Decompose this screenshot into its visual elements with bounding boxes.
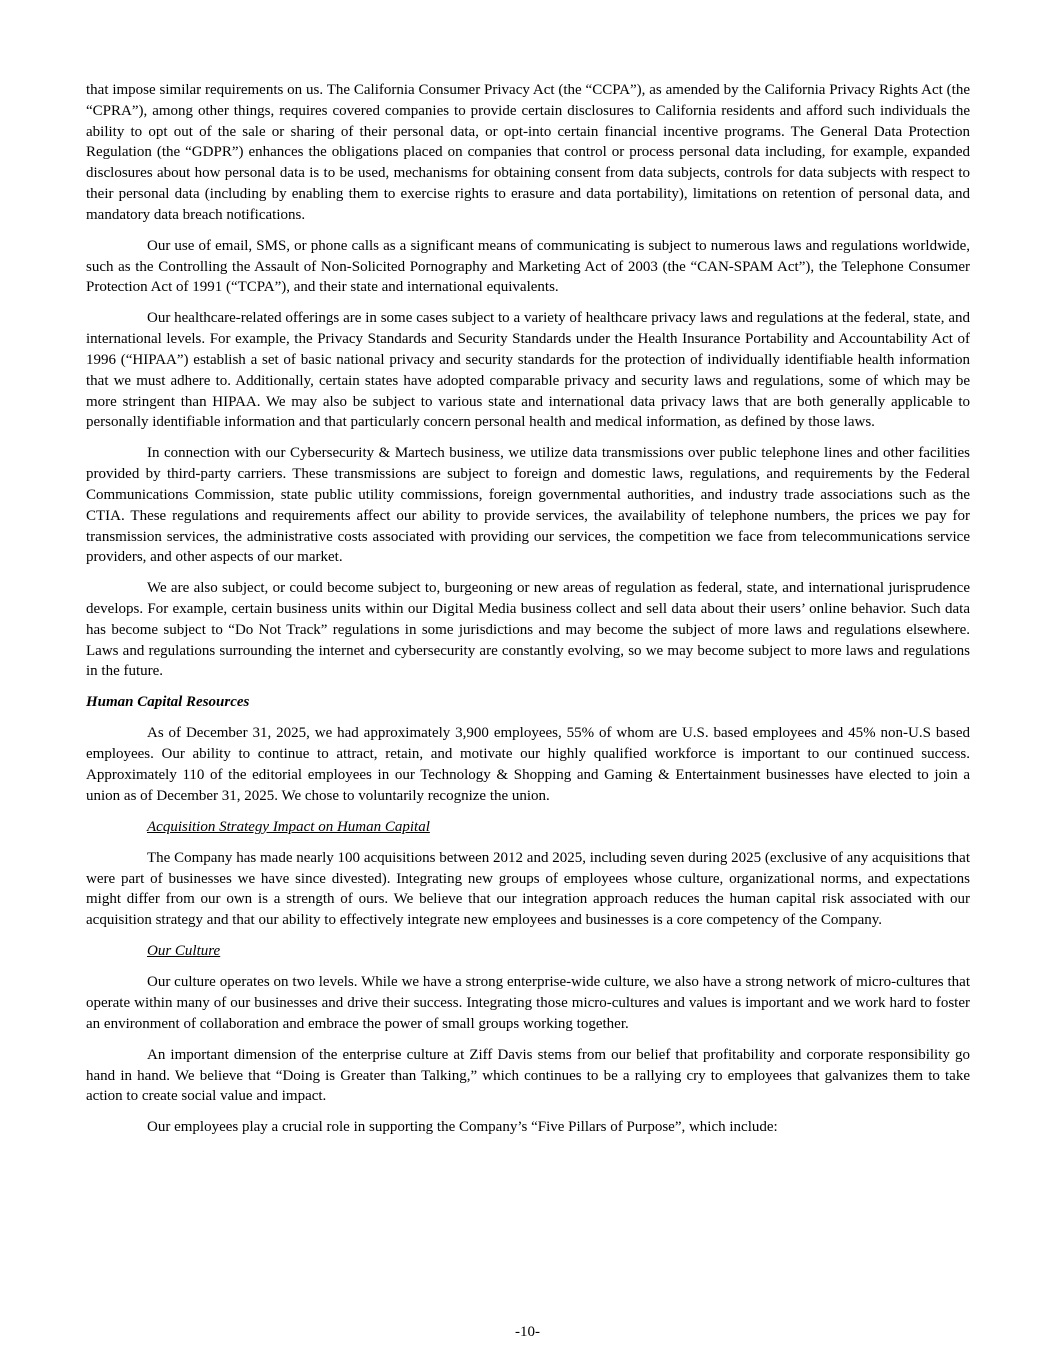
paragraph-communications-laws: Our use of email, SMS, or phone calls as a significant means of communicating is subject to numerous laws and regulations worldwide, such as the Controlling the Assault of Non-Solicited Pornography and Marketing Act of 2003 (the “CAN-SPAM Act”), the Telephone Consumer Protection Act of 1991 (“TCPA”), and their state and international equivalents. <box>86 237 970 296</box>
paragraph-acquisitions: The Company has made nearly 100 acquisitions between 2012 and 2025, including seven during 2025 (exclusive of any acquisitions that were part of businesses we have since divested). Integrating new groups of employees whose culture, organizational norms, and expectations might differ from our own is a strength of ours. We believe that our integration approach reduces the human capital risk associated with our acquisition strategy and that our ability to effectively integrate new employees and businesses is a core competency of the Company. <box>86 849 970 929</box>
paragraph-privacy-laws: that impose similar requirements on us. The California Consumer Privacy Act (the “CCPA”), as amended by the California Privacy Rights Act (the “CPRA”), among other things, requires covered companies to provide certain disclosures to California residents and afford such individuals the ability to opt out of the sale or sharing of their personal data, or opt-into certain financial incentive programs. The General Data Protection Regulation (the “GDPR”) enhances the obligations placed on companies that control or process personal data including, for example, expanded disclosures about how personal data is to be used, mechanisms for obtaining consent from data subjects, controls for data subjects with respect to their personal data (including by enabling them to exercise rights to erasure and data portability), limitations on retention of personal data, and mandatory data breach notifications. <box>86 82 970 223</box>
paragraph-healthcare-privacy: Our healthcare-related offerings are in some cases subject to a variety of healthcare privacy laws and regulations at the federal, state, and international levels. For example, the Privacy Standards and Security Standards under the Health Insurance Portability and Accountability Act of 1996 (“HIPAA”) establish a set of basic national privacy and security standards for the protection of individually identifiable health information that we must adhere to. Additionally, certain states have adopted comparable privacy and security laws and regulations, some of which may be more stringent than HIPAA. We may also be subject to various state and international data privacy laws that are both generally applicable to personally identifiable information and that particularly concern personal health and medical information, as defined by those laws. <box>86 310 970 431</box>
paragraph-emerging-regulation: We are also subject, or could become subject to, burgeoning or new areas of regulation as federal, state, and international jurisprudence develops. For example, certain business units within our Digital Media business collect and sell data about their users’ online behavior. Such data has become subject to “Do Not Track” regulations in some jurisdictions and may become the subject of more laws and regulations elsewhere. Laws and regulations surrounding the internet and cybersecurity are constantly evolving, so we may become subject to more laws and regulations in the future. <box>86 580 970 680</box>
subheading-our-culture: Our Culture <box>147 943 221 960</box>
heading-human-capital-resources: Human Capital Resources <box>86 694 250 711</box>
document-page <box>86 80 970 1148</box>
paragraph-five-pillars: Our employees play a crucial role in supporting the Company’s “Five Pillars of Purpose”, which include: <box>147 1119 778 1136</box>
subheading-acquisition-strategy: Acquisition Strategy Impact on Human Capital <box>147 818 430 835</box>
paragraph-enterprise-culture: An important dimension of the enterprise culture at Ziff Davis stems from our belief that profitability and corporate responsibility go hand in hand. We believe that “Doing is Greater than Talking,” which continues to be a rallying cry to employees that galvanizes them to take action to create social value and impact. <box>86 1046 970 1105</box>
paragraph-employee-count: As of December 31, 2025, we had approximately 3,900 employees, 55% of whom are U.S. based employees and 45% non-U.S based employees. Our ability to continue to attract, retain, and motivate our highly qualified workforce is important to our continued success. Approximately 110 of the editorial employees in our Technology & Shopping and Gaming & Entertainment businesses have elected to join a union as of December 31, 2025. We chose to voluntarily recognize the union. <box>86 725 970 804</box>
page-number: -10- <box>515 1324 540 1340</box>
paragraph-cybersecurity-martech: In connection with our Cybersecurity & Martech business, we utilize data transmissions over public telephone lines and other facilities provided by third-party carriers. These transmissions are subject to foreign and domestic laws, regulations, and requirements by the Federal Communications Commission, state public utility commissions, foreign governmental authorities, and industry trade associations such as the CTIA. These regulations and requirements affect our ability to provide services, the availability of telephone numbers, the prices we pay for transmission services, the administrative costs associated with providing our services, the competition we face from telecommunications service providers, and other aspects of our market. <box>86 445 970 566</box>
paragraph-culture-levels: Our culture operates on two levels. While we have a strong enterprise-wide culture, we also have a strong network of micro-cultures that operate within many of our businesses and drive their success. Integrating those micro-cultures and values is important and we work hard to foster an environment of collaboration and embrace the power of small groups working together. <box>86 974 970 1032</box>
